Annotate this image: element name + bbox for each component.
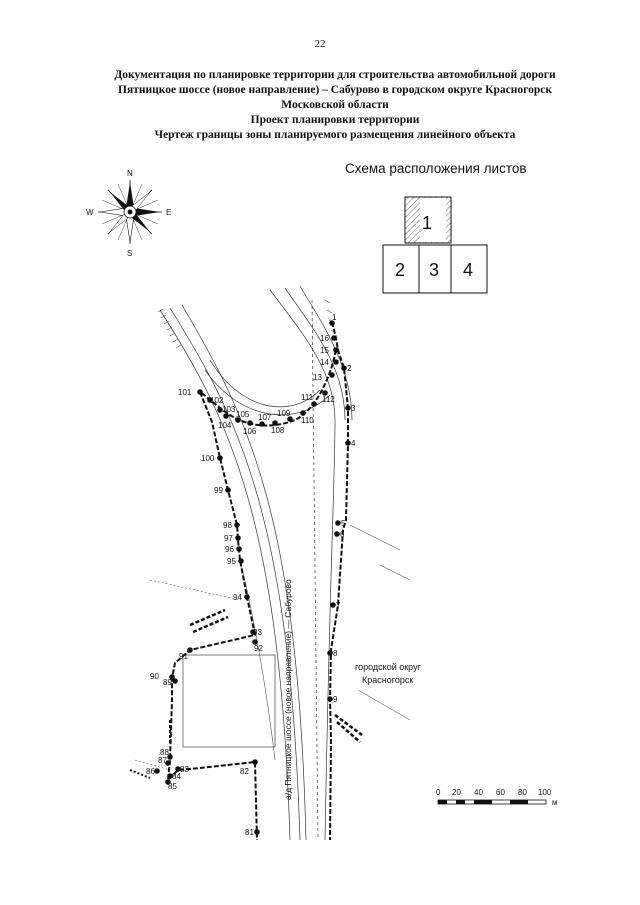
scale-tick-0: 0: [436, 788, 441, 797]
scale-unit: м: [552, 798, 558, 807]
point-label-95: 95: [227, 557, 236, 566]
header-line-3: Московской области: [281, 99, 389, 111]
point-label-7: 7: [336, 601, 341, 610]
point-label-84: 84: [172, 772, 181, 781]
point-106: [247, 420, 253, 426]
point-label-9: 9: [333, 695, 338, 704]
point-label-1: 1: [332, 313, 337, 322]
point-8: [327, 650, 333, 656]
area-label-line-2: Красногорск: [362, 675, 414, 685]
point-110: [300, 410, 306, 416]
point-label-13: 13: [313, 373, 322, 382]
embankment-hatching: [158, 300, 336, 348]
point-label-5: 5: [341, 519, 346, 528]
point-label-108: 108: [271, 426, 285, 435]
point-label-110: 110: [301, 416, 314, 425]
point-label-104: 104: [218, 421, 232, 430]
point-label-99: 99: [214, 486, 223, 495]
point-9: [327, 696, 333, 702]
point-label-3: 3: [351, 404, 356, 413]
point-97: [235, 535, 241, 541]
point-label-8: 8: [333, 649, 338, 658]
point-14: [333, 359, 339, 365]
point-3: [345, 405, 351, 411]
header-line-1: Документация по планировке территории для строительства автомобильной дороги: [114, 69, 556, 81]
point-108: [272, 420, 278, 426]
header-line-2: Пятницкое шоссе (новое направление) – Сабурово в городском округе Красногорск: [118, 84, 552, 96]
point-label-14: 14: [320, 358, 329, 367]
point-16: [331, 335, 337, 341]
point-6: [334, 531, 340, 537]
point-101: [197, 389, 203, 395]
point-label-16: 16: [320, 334, 329, 343]
point-96: [236, 546, 242, 552]
point-label-83: 83: [180, 765, 189, 774]
point-104: [223, 413, 229, 419]
point-label-102: 102: [210, 396, 224, 405]
scale-tick-60: 60: [496, 788, 505, 797]
sheet-scheme: [383, 197, 487, 293]
sheet-2-label: 2: [395, 260, 406, 280]
point-82: [252, 759, 258, 765]
point-86: [154, 768, 160, 774]
point-label-88: 88: [160, 748, 169, 757]
point-107: [259, 421, 265, 427]
scale-tick-100: 100: [538, 788, 552, 797]
sheet-scheme-title: Схема расположения листов: [345, 161, 527, 176]
page-number: 22: [314, 38, 326, 50]
boundary-points: [146, 313, 356, 837]
point-label-92: 92: [254, 644, 263, 653]
point-label-89: 89: [163, 678, 172, 687]
sheet-4-label: 4: [463, 260, 474, 280]
point-label-96: 96: [225, 545, 234, 554]
point-label-93: 93: [253, 628, 262, 637]
point-100: [217, 455, 223, 461]
point-5: [335, 520, 341, 526]
point-13: [329, 372, 335, 378]
point-label-86: 86: [146, 767, 155, 776]
scale-tick-80: 80: [518, 788, 527, 797]
point-label-85: 85: [168, 782, 177, 791]
point-label-103: 103: [222, 405, 236, 414]
road-label: а/д Пятницкое шоссе (новое направление) — Сабурово: [283, 579, 293, 800]
header-line-4: Проект планировки территории: [250, 114, 420, 126]
point-91: [187, 647, 193, 653]
point-label-94: 94: [233, 593, 242, 602]
point-label-107: 107: [258, 413, 272, 422]
point-7: [330, 602, 336, 608]
sheet-3-label: 3: [429, 260, 440, 280]
point-label-100: 100: [201, 454, 215, 463]
point-99: [225, 487, 231, 493]
point-label-97: 97: [224, 534, 233, 543]
compass-rose-icon: [86, 169, 171, 258]
point-label-82: 82: [240, 767, 249, 776]
sheet-1-label: 1: [422, 213, 433, 233]
point-label-90: 90: [150, 672, 159, 681]
point-label-109: 109: [277, 409, 291, 418]
point-2: [341, 365, 347, 371]
point-label-4: 4: [351, 439, 356, 448]
point-98: [234, 522, 240, 528]
point-15: [333, 347, 339, 353]
point-95: [238, 558, 244, 564]
point-111: [311, 401, 317, 407]
header-line-5: Чертеж границы зоны планируемого размещения линейного объекта: [154, 129, 516, 141]
point-label-106: 106: [243, 427, 257, 436]
area-label-line-1: городской округ: [355, 662, 421, 672]
scale-bar: [436, 788, 558, 807]
point-label-81: 81: [245, 828, 254, 837]
road-lines: [135, 286, 410, 840]
point-label-91: 91: [179, 652, 188, 661]
point-4: [345, 440, 351, 446]
point-label-15: 15: [320, 346, 329, 355]
compass-south-label: S: [127, 249, 133, 258]
point-label-105: 105: [236, 410, 250, 419]
scale-tick-20: 20: [452, 788, 461, 797]
point-81: [254, 829, 260, 835]
compass-north-label: N: [127, 169, 133, 178]
point-label-2: 2: [347, 364, 352, 373]
parcel-outline: [183, 655, 275, 747]
point-label-111: 111: [301, 393, 314, 402]
boundary-line: [168, 322, 348, 840]
point-89: [172, 678, 178, 684]
point-label-6: 6: [340, 530, 345, 539]
point-label-98: 98: [223, 521, 232, 530]
point-94: [244, 594, 250, 600]
point-label-101: 101: [178, 388, 192, 397]
point-label-87: 87: [158, 756, 167, 765]
compass-west-label: W: [86, 208, 94, 217]
compass-east-label: E: [166, 208, 172, 217]
scale-tick-40: 40: [474, 788, 483, 797]
point-label-112: 112: [322, 395, 335, 404]
